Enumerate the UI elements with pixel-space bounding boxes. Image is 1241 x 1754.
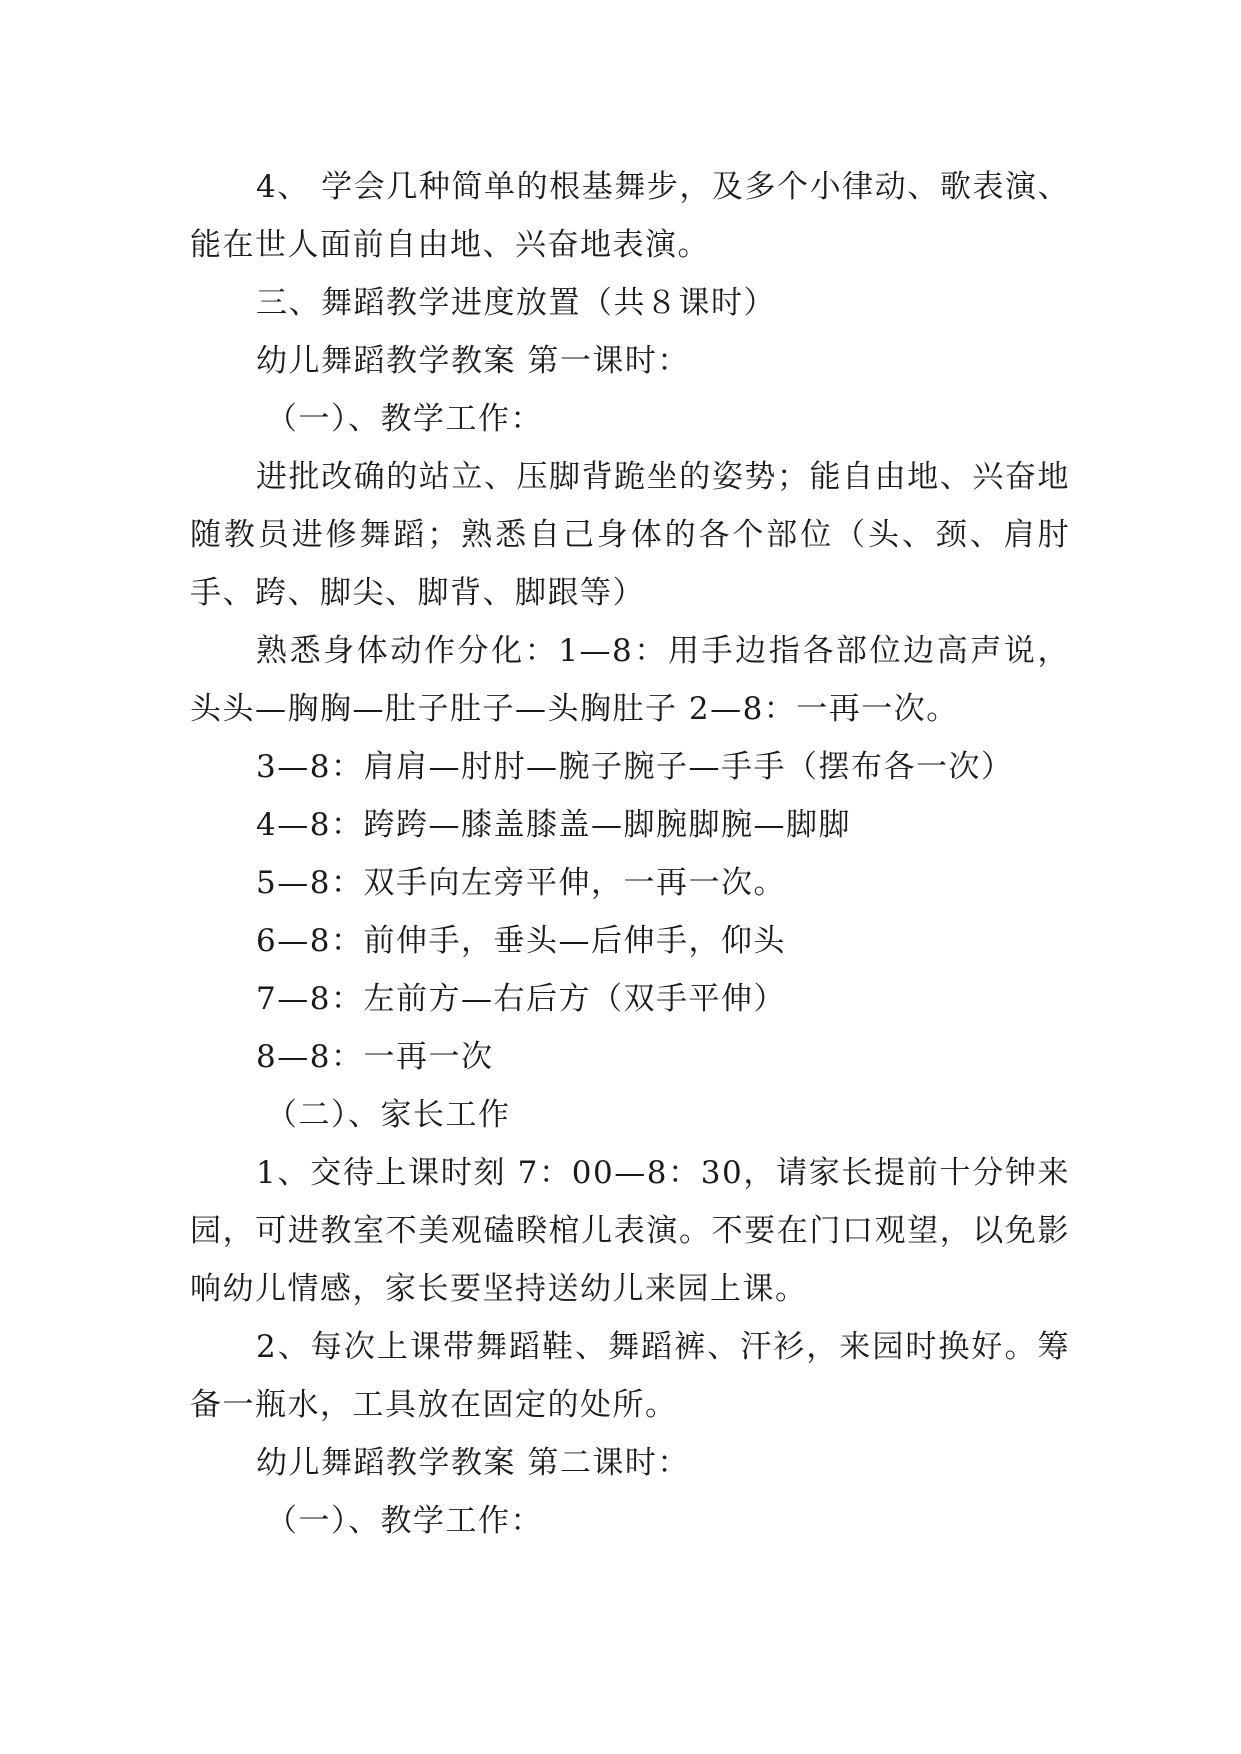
paragraph-step-5-8: 5—8：双手向左旁平伸，一再一次。 [256, 865, 786, 901]
paragraph-step-4-8: 4—8：跨跨—膝盖膝盖—脚腕脚腕—脚脚 [256, 807, 851, 843]
paragraph-step-6-8: 6—8：前伸手，垂头—后伸手，仰头 [256, 923, 786, 959]
paragraph-posture: 进批改确的站立、压脚背跪坐的姿势；能自由地、兴奋地随教员进修舞蹈；熟悉自己身体的各个部位（头、颈、肩肘手、跨、脚尖、脚背、脚跟等） [190, 459, 1070, 611]
paragraph-step-7-8: 7—8：左前方—右后方（双手平伸） [256, 981, 786, 1017]
paragraph-body-movement: 熟悉身体动作分化：1—8：用手边指各部位边高声说，头头—胸胸—肚子肚子—头胸肚子 2—8：一再一次。 [190, 633, 1070, 727]
subheading-teaching-work-1: （一）、教学工作： [266, 401, 543, 437]
paragraph-class-time: 1、交待上课时刻 7：00—8：30，请家长提前十分钟来园，可进教室不美观磕睽棺儿表演。不要在门口观望，以免影响幼儿情感，家长要坚持送幼儿来园上课。 [190, 1155, 1070, 1307]
lesson-title-second: 幼儿舞蹈教学教案 第二课时： [256, 1445, 690, 1481]
subheading-teaching-work-2: （一）、教学工作： [266, 1503, 543, 1539]
paragraph-step-8-8: 8—8：一再一次 [256, 1039, 494, 1075]
paragraph-step-3-8: 3—8：肩肩—肘肘—腕子腕子—手手（摆布各一次） [256, 749, 1014, 785]
lesson-title-first: 幼儿舞蹈教学教案 第一课时： [256, 343, 690, 379]
paragraph-dance-gear: 2、每次上课带舞蹈鞋、舞蹈裤、汗衫，来园时换好。筹备一瓶水，工具放在固定的处所。 [190, 1329, 1070, 1423]
document-body [190, 158, 1070, 1550]
section-heading-schedule: 三、舞蹈教学进度放置（共８课时） [256, 285, 776, 321]
subheading-parent-work: （二）、家长工作 [266, 1097, 511, 1133]
paragraph-learn-dance-steps: 4、 学会几种简单的根基舞步，及多个小律动、歌表演、能在世人面前自由地、兴奋地表演。 [190, 169, 1070, 263]
